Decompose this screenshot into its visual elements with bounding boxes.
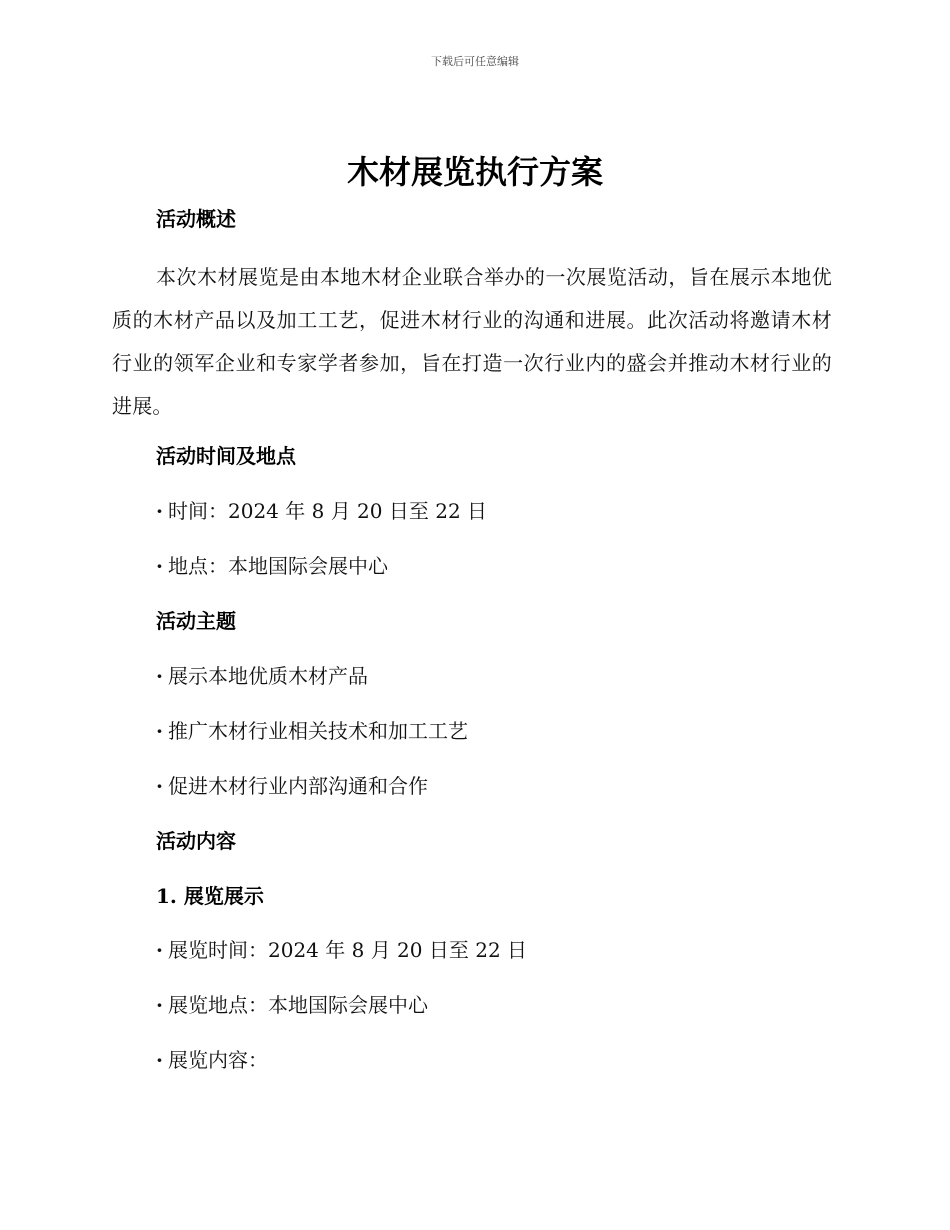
bullet-dot-icon: · [156, 774, 163, 798]
bullet-dot-icon: · [156, 719, 163, 743]
bullet-dot-icon: · [156, 664, 163, 688]
section-heading-overview: 活动概述 [156, 207, 236, 231]
bullet-dot-icon: · [156, 499, 163, 523]
list-item-text: 展览时间：2024 年 8 月 20 日至 22 日 [168, 938, 528, 962]
bullet-dot-icon: · [156, 1048, 163, 1072]
document-title: 木材展览执行方案 [346, 153, 603, 191]
list-item-text: 推广木材行业相关技术和加工工艺 [168, 719, 468, 743]
list-item-text: 展览内容： [168, 1048, 268, 1072]
list-item-place [156, 552, 388, 580]
subheading-exhibition: 1. 展览展示 [156, 884, 264, 908]
bullet-dot-icon: · [156, 938, 163, 962]
list-item-exhibition-place [156, 991, 428, 1019]
list-item-text: 展示本地优质木材产品 [168, 664, 368, 688]
list-item-time [156, 497, 487, 525]
section-heading-content: 活动内容 [156, 829, 236, 853]
overview-paragraph: 本次木材展览是由本地木材企业联合举办的一次展览活动，旨在展示本地优质的木材产品以及加工工艺，促进木材行业的沟通和进展。此次活动将邀请木材行业的领军企业和专家学者参加，旨在打造一次行业内的盛会并推动木材行业的进展。 [112, 265, 832, 418]
list-item-text: 展览地点：本地国际会展中心 [168, 993, 428, 1017]
header-note: 下载后可任意编辑 [431, 55, 519, 68]
bullet-dot-icon: · [156, 993, 163, 1017]
list-item-text: 促进木材行业内部沟通和合作 [168, 774, 428, 798]
bullet-dot-icon: · [156, 554, 163, 578]
list-item-theme-3 [156, 772, 428, 800]
section-heading-time-place: 活动时间及地点 [156, 444, 296, 468]
list-item-exhibition-content [156, 1046, 268, 1074]
list-item-text: 时间：2024 年 8 月 20 日至 22 日 [168, 499, 488, 523]
list-item-exhibition-time [156, 936, 527, 964]
list-item-theme-2 [156, 717, 468, 745]
section-heading-theme: 活动主题 [156, 609, 236, 633]
list-item-text: 地点：本地国际会展中心 [168, 554, 388, 578]
list-item-theme-1 [156, 662, 368, 690]
